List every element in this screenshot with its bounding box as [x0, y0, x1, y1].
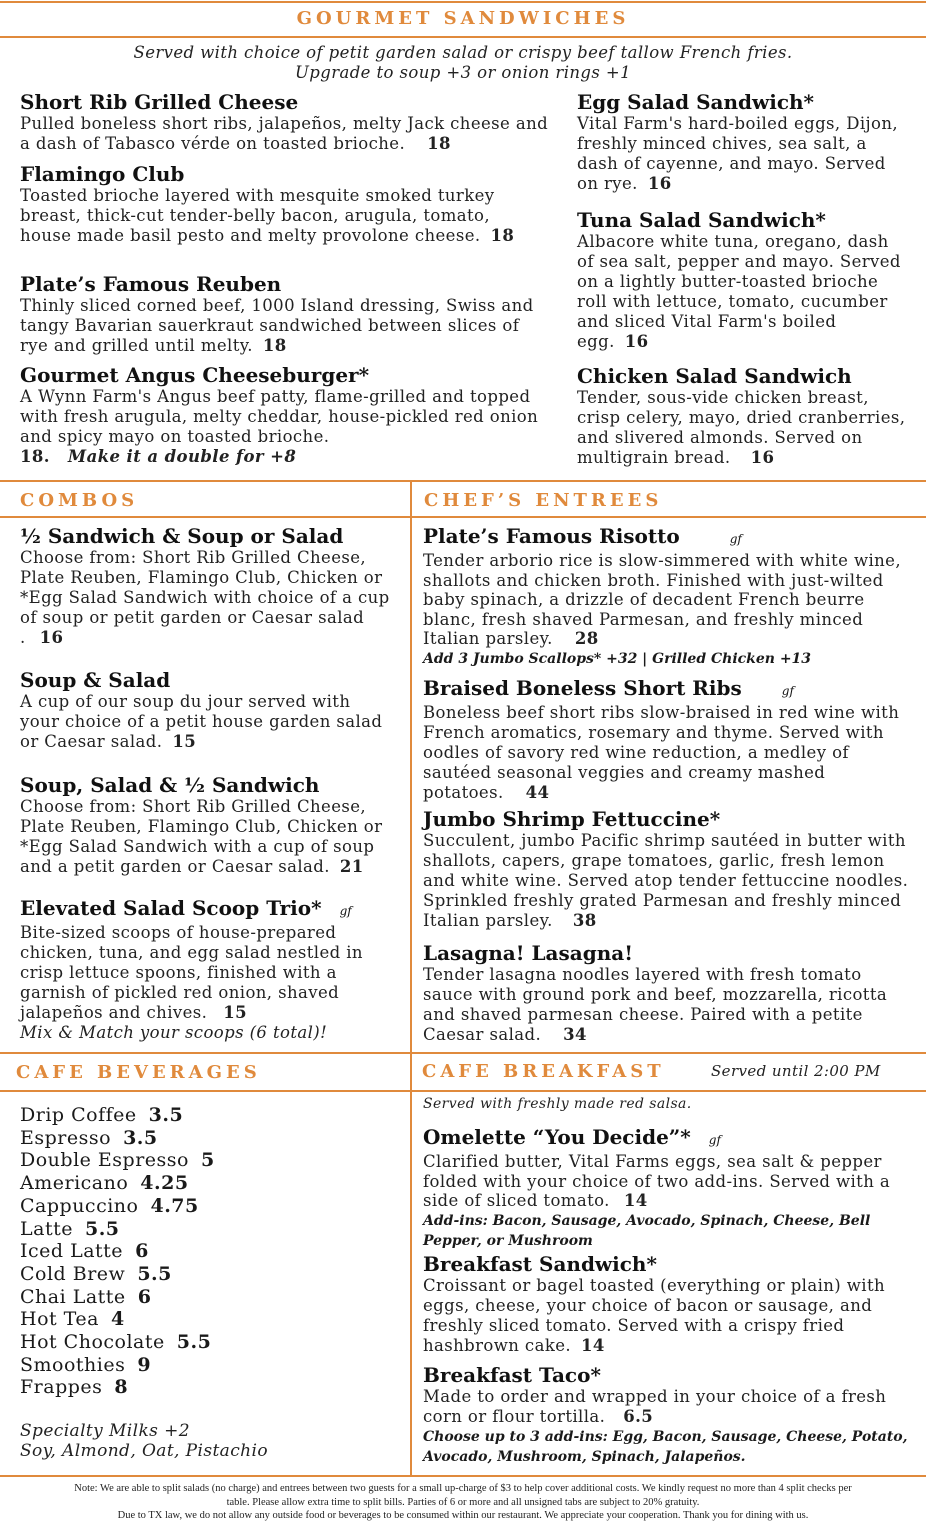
- beverage-price: 3.5: [148, 1104, 184, 1126]
- beverage-name: Latte: [20, 1217, 73, 1240]
- breakfast-subtitle: Served with freshly made red salsa.: [423, 1096, 692, 1112]
- item-price: 6.5: [623, 1407, 654, 1426]
- combos-title-rule: [0, 516, 926, 518]
- item-price: 44: [525, 783, 550, 802]
- top-border: [0, 1, 926, 3]
- sandwich-reuben: [20, 272, 550, 356]
- item-name: Omelette “You Decide”*: [423, 1125, 691, 1149]
- beverage-price: 5.5: [84, 1217, 120, 1240]
- beverage-row: [20, 1218, 400, 1241]
- beverage-price: 5.5: [176, 1331, 212, 1354]
- item-name: Flamingo Club: [20, 162, 185, 186]
- item-description: Tender lasagna noodles layered with fresh tomato sauce with ground pork and beef, mozzarella, ricotta and shaved parmesan cheese. Paired with a petite Caesar salad. 34: [423, 965, 888, 1044]
- beverage-row: [20, 1331, 400, 1354]
- item-price-line: [20, 447, 560, 467]
- beverage-row: [20, 1376, 400, 1399]
- item-name: Breakfast Taco*: [423, 1363, 601, 1387]
- beverage-row: [20, 1263, 400, 1286]
- beverage-row: [20, 1286, 400, 1309]
- breakfast-title-rule: [410, 1090, 926, 1092]
- item-name: Elevated Salad Scoop Trio*: [20, 896, 322, 920]
- item-price: 15: [223, 1003, 248, 1022]
- omelette-add-ins: Add-ins: Bacon, Sausage, Avocado, Spinach, Cheese, Bell Pepper, or Mushroom: [423, 1212, 871, 1249]
- beverage-price: 9: [137, 1353, 152, 1376]
- beverage-price: 4: [110, 1308, 125, 1331]
- mix-match-note: Mix & Match your scoops (6 total)!: [20, 1023, 328, 1042]
- beverage-title-rule: [0, 1090, 410, 1092]
- item-description: A cup of our soup du jour served with your choice of a petit house garden salad or Caesar salad. 15: [20, 692, 383, 751]
- item-description: Choose from: Short Rib Grilled Cheese, Plate Reuben, Flamingo Club, Chicken or *Egg Salad Sandwich with a cup of soup and a petit garden or Caesar salad. 21: [20, 797, 383, 876]
- item-price: 14: [623, 1191, 648, 1210]
- gluten-free-tag: gf: [781, 684, 794, 698]
- item-description: Albacore white tuna, oregano, dash of sea salt, pepper and mayo. Served on a lightly butter-toasted brioche roll with lettuce, tomato, cucumber and sliced Vital Farm's boiled egg. 16: [577, 232, 901, 351]
- item-description: Vital Farm's hard-boiled eggs, Dijon, freshly minced chives, sea salt, a dash of cayenne, and mayo. Served on rye. 16: [577, 114, 899, 193]
- item-description: Pulled boneless short ribs, jalapeños, melty Jack cheese and a dash of Tabasco vérde on toasted brioche. 18: [20, 114, 549, 153]
- gourmet-title-rule: [0, 36, 926, 38]
- beverage-name: Iced Latte: [20, 1240, 124, 1263]
- beverage-row: [20, 1195, 400, 1218]
- item-description: Made to order and wrapped in your choice of a fresh corn or flour tortilla. 6.5: [423, 1387, 887, 1426]
- beverage-price: 3.5: [123, 1126, 158, 1149]
- item-price: 16: [750, 448, 775, 467]
- gluten-free-tag: gf: [729, 532, 742, 546]
- chefs-entrees-title: CHEF’S ENTREES: [424, 490, 663, 511]
- middle-divider: [410, 480, 412, 1475]
- beverage-row: [20, 1104, 400, 1127]
- beverage-price: 6: [137, 1285, 152, 1308]
- item-name: Lasagna! Lasagna!: [423, 941, 633, 965]
- item-name: Chicken Salad Sandwich: [577, 364, 852, 388]
- beverage-name: Hot Chocolate: [20, 1331, 165, 1354]
- item-name-row: [423, 524, 918, 551]
- served-until: Served until 2:00 PM: [711, 1062, 881, 1080]
- beverage-row: [20, 1127, 400, 1150]
- item-price: 16: [624, 332, 649, 351]
- sandwich-tuna-salad: [577, 208, 907, 352]
- item-name: Braised Boneless Short Ribs: [423, 676, 742, 700]
- gluten-free-tag: gf: [339, 904, 352, 918]
- specialty-milks-label: Specialty Milks +2: [20, 1421, 190, 1441]
- footer-note: [0, 1482, 926, 1523]
- item-price: 15: [172, 732, 197, 751]
- double-upgrade: Make it a double for +8: [67, 447, 297, 466]
- item-description: Toasted brioche layered with mesquite smoked turkey breast, thick-cut tender-belly bacon, arugula, tomato, house made basil pesto and melty provolone cheese. 18: [20, 186, 515, 245]
- beverage-name: Frappes: [20, 1376, 103, 1399]
- item-description: Succulent, jumbo Pacific shrimp sautéed in butter with shallots, capers, grape tomatoes, garlic, fresh lemon and white wine. Served atop tender fettuccine noodles. Sprinkled freshly grated Parmesan and freshly minced Italian parsley. 38: [423, 831, 909, 930]
- beverage-name: Double Espresso: [20, 1149, 189, 1172]
- beverage-name: Espresso: [20, 1126, 112, 1149]
- item-name: Breakfast Sandwich*: [423, 1252, 657, 1276]
- footer-note-line-2: table. Please allow extra time to split bills. Parties of 6 or more and all unsigned tabs are subject to 20% gratuity.: [226, 1496, 700, 1508]
- item-price: 18: [262, 336, 287, 355]
- item-description: Tender, sous-vide chicken breast, crisp celery, mayo, dried cranberries, and slivered almonds. Served on multigrain bread. 16: [577, 388, 906, 467]
- item-name: Plate’s Famous Reuben: [20, 272, 282, 296]
- item-description: Tender arborio rice is slow-simmered with white wine, shallots and chicken broth. Finished with just-wilted baby spinach, a drizzle of decadent French beurre blanc, fresh shaved Parmesan, and freshly minced Italian parsley. 28: [423, 551, 901, 648]
- item-price: 18: [490, 226, 515, 245]
- footer-rule: [0, 1475, 926, 1477]
- sandwich-short-rib: [20, 90, 550, 154]
- specialty-milks-list: Soy, Almond, Oat, Pistachio: [20, 1441, 268, 1461]
- item-name: Tuna Salad Sandwich*: [577, 208, 826, 232]
- gourmet-subtitle: [0, 43, 926, 83]
- beverage-name: Hot Tea: [20, 1308, 99, 1331]
- item-price: 18.: [20, 447, 50, 466]
- item-name: Gourmet Angus Cheeseburger*: [20, 363, 370, 387]
- item-name: Soup, Salad & ½ Sandwich: [20, 773, 320, 797]
- breakfast-taco: [423, 1363, 918, 1467]
- cafe-beverages-title: CAFE BEVERAGES: [16, 1062, 261, 1083]
- beverage-row: [20, 1172, 400, 1195]
- beverage-price: 4.75: [150, 1194, 199, 1217]
- item-price: 18: [427, 134, 451, 153]
- beverage-price: 8: [114, 1376, 129, 1399]
- breakfast-sandwich: [423, 1252, 918, 1356]
- item-description: Choose from: Short Rib Grilled Cheese, Plate Reuben, Flamingo Club, Chicken or *Egg Salad Sandwich with choice of a cup of soup or petit garden or Caesar salad . 16: [20, 548, 390, 647]
- item-name-row: [423, 1125, 913, 1152]
- gourmet-subtitle-line-2: Upgrade to soup +3 or onion rings +1: [294, 63, 632, 82]
- item-description: Clarified butter, Vital Farms eggs, sea salt & pepper folded with your choice of two add-ins. Served with a side of sliced tomato. 14: [423, 1152, 891, 1210]
- beverage-name: Cappuccino: [20, 1194, 139, 1217]
- entree-risotto: [423, 524, 918, 669]
- footer-note-line-3: Due to TX law, we do not allow any outside food or beverages to be consumed within our restaurant. We appreciate your cooperation. Thank you for dining with us.: [117, 1510, 809, 1521]
- entree-short-ribs: [423, 676, 918, 803]
- beverage-price: 5.5: [137, 1262, 172, 1285]
- item-description: Boneless beef short ribs slow-braised in red wine with French aromatics, rosemary and thyme. Served with oodles of savory red wine reduction, a medley of sautéed seasonal veggies and creamy mashed potatoes. 44: [423, 703, 900, 802]
- item-name: Egg Salad Sandwich*: [577, 90, 815, 114]
- risotto-add-ons: Add 3 Jumbo Scallops* +32 | Grilled Chicken +13: [423, 650, 812, 667]
- item-price: 14: [581, 1336, 605, 1355]
- item-price: 21: [339, 857, 364, 876]
- sandwich-flamingo-club: [20, 162, 530, 246]
- cafe-breakfast-title: CAFE BREAKFAST: [422, 1061, 665, 1082]
- middle-rule: [0, 1052, 926, 1054]
- beverage-name: Chai Latte: [20, 1285, 126, 1308]
- beverage-name: Americano: [20, 1172, 129, 1195]
- taco-add-ins: Choose up to 3 add-ins: Egg, Bacon, Sausage, Cheese, Potato, Avocado, Mushroom, Spinach, Jalapeños.: [423, 1429, 908, 1465]
- gourmet-sandwiches-title: GOURMET SANDWICHES: [296, 8, 630, 29]
- item-name-row: [20, 896, 395, 923]
- item-description: Bite-sized scoops of house-prepared chicken, tuna, and egg salad nestled in crisp lettuce spoons, finished with a garnish of pickled red onion, shaved jalapeños and chives. 15: [20, 923, 363, 1022]
- beverage-row: [20, 1149, 400, 1172]
- item-price: 16: [647, 174, 672, 193]
- item-name: ½ Sandwich & Soup or Salad: [20, 524, 344, 548]
- item-name: Plate’s Famous Risotto: [423, 524, 680, 548]
- gourmet-subtitle-line-1: Served with choice of petit garden salad or crispy beef tallow French fries.: [133, 43, 793, 62]
- combo-soup-salad-half-sandwich: [20, 773, 400, 877]
- item-price: 38: [572, 911, 597, 930]
- beverage-list: [20, 1104, 400, 1399]
- beverage-price: 5: [200, 1149, 215, 1172]
- sandwich-cheeseburger: [20, 363, 560, 467]
- gluten-free-tag: gf: [708, 1133, 721, 1147]
- item-name-row: [423, 676, 918, 703]
- breakfast-omelette: [423, 1125, 913, 1251]
- sandwich-egg-salad: [577, 90, 907, 194]
- beverage-price: 4.25: [140, 1172, 189, 1195]
- item-price: 28: [574, 629, 599, 648]
- combos-title: COMBOS: [20, 490, 139, 511]
- item-description: Thinly sliced corned beef, 1000 Island dressing, Swiss and tangy Bavarian sauerkraut sandwiched between slices of rye and grilled until melty. 18: [20, 296, 534, 355]
- specialty-milks: [20, 1421, 400, 1461]
- entree-lasagna: [423, 941, 903, 1045]
- item-price: 16: [39, 628, 64, 647]
- beverage-row: [20, 1354, 400, 1377]
- item-name: Jumbo Shrimp Fettuccine*: [423, 807, 721, 831]
- sandwich-chicken-salad: [577, 364, 912, 468]
- beverage-row: [20, 1308, 400, 1331]
- item-description: A Wynn Farm's Angus beef patty, flame-grilled and topped with fresh arugula, melty cheddar, house-pickled red onion and spicy mayo on toasted brioche.: [20, 387, 539, 446]
- beverage-name: Cold Brew: [20, 1262, 126, 1285]
- beverage-row: [20, 1240, 400, 1263]
- footer-note-line-1: Note: We are able to split salads (no charge) and entrees between two guests for a small up-charge of $3 to help cover additional costs. We kindly request no more than 4 split checks per: [74, 1483, 852, 1494]
- item-name: Soup & Salad: [20, 668, 171, 692]
- combo-salad-scoop-trio: [20, 896, 395, 1043]
- gourmet-bottom-rule: [0, 480, 926, 482]
- beverage-price: 6: [135, 1240, 149, 1263]
- item-price: 34: [563, 1025, 587, 1044]
- item-description: Croissant or bagel toasted (everything or plain) with eggs, cheese, your choice of bacon or sausage, and freshly sliced tomato. Served with a crispy fried hashbrown cake. 14: [423, 1276, 886, 1355]
- beverage-name: Drip Coffee: [20, 1104, 137, 1126]
- combo-soup-salad: [20, 668, 395, 752]
- entree-shrimp-fettuccine: [423, 807, 918, 931]
- beverage-name: Smoothies: [20, 1353, 126, 1376]
- combo-half-sandwich-soup-salad: [20, 524, 395, 648]
- item-name: Short Rib Grilled Cheese: [20, 90, 299, 114]
